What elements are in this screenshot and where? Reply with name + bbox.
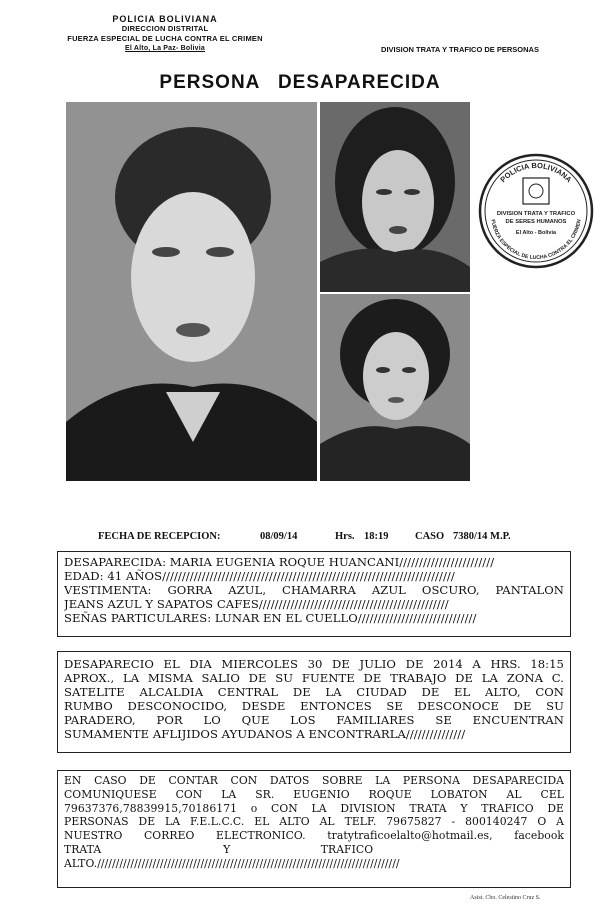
- narrative-box: [57, 651, 571, 753]
- contact-line: PERSONAS DE LA F.E.L.C.C. EL ALTO AL TELF. 79675827 - 800140247 O A: [64, 815, 564, 829]
- reception-case-label: CASO: [415, 531, 445, 542]
- contact-line: EN CASO DE CONTAR CON DATOS SOBRE LA PERSONA DESAPARECIDA: [64, 774, 564, 787]
- description-box: [57, 551, 571, 637]
- stamp-center-2: DE SERES HUMANOS: [505, 219, 567, 225]
- header-line-2: DIRECCION DISTRITAL: [121, 24, 209, 33]
- missing-name: DESAPARECIDA: MARIA EUGENIA ROQUE HUANCANI////////////////////////: [64, 555, 495, 569]
- official-stamp: [477, 152, 595, 270]
- main-photo: [66, 102, 317, 481]
- svg-text:POLICIA BOLIVIANA: [498, 161, 574, 185]
- svg-text:FUERZA ESPECIAL DE LUCHA CONTR: [489, 219, 582, 261]
- header-division: DIVISION TRATA Y TRAFICO DE PERSONAS: [381, 45, 539, 54]
- narrative-line: SUMAMENTE AFLIJIDOS AYUDANOS A ENCONTRARLA///////////////: [64, 727, 466, 741]
- missing-clothing: VESTIMENTA: GORRA AZUL, CHAMARRA AZUL OSCURO, PANTALON: [64, 583, 564, 597]
- stamp-center-1: DIVISION TRATA Y TRAFICO: [496, 211, 576, 217]
- page-title: PERSONA DESAPARECIDA: [159, 72, 441, 93]
- narrative-line: PARADERO, POR LO QUE LOS FAMILIARES SE ENCUENTRAN: [64, 713, 564, 727]
- contact-line: ALTO.//////////////////////////////////////////////////////////////////////////////////: [64, 856, 400, 870]
- narrative-line: SATELITE ALCALDIA CENTRAL DE LA CIUDAD DE EL ALTO, CON: [64, 685, 564, 699]
- reception-hrs-label: Hrs.: [335, 531, 355, 542]
- stamp-bottom-1: El Alto - Bolivia: [515, 230, 557, 236]
- stamp-top-text: POLICIA BOLIVIANA: [498, 160, 574, 185]
- missing-features: SEÑAS PARTICULARES: LUNAR EN EL CUELLO//////////////////////////////: [64, 611, 477, 625]
- header-line-1: POLICIA BOLIVIANA: [112, 14, 218, 24]
- contact-line: NUESTRO CORREO ELECTRONICO. tratytraficoelalto@hotmail.es, facebook: [64, 829, 564, 843]
- contact-line: COMUNIQUESE CON LA SR. EUGENIO ROQUE LOBATON AL CEL: [64, 787, 564, 801]
- narrative-line: APROX., LA MISMA SALIO DE SU FUENTE DE TRABAJO DE LA ZONA C.: [64, 671, 564, 685]
- reception-case: 7380/14 M.P.: [453, 531, 511, 542]
- reception-label: FECHA DE RECEPCION:: [98, 531, 221, 542]
- reception-date: 08/09/14: [260, 531, 298, 542]
- stamp-bottom-2: FUERZA ESPECIAL DE LUCHA CONTRA EL CRIMEN: [489, 218, 583, 262]
- signature: Asist. Cbo. Celestino Cruz S.: [470, 895, 541, 901]
- photo-bottom-right: [320, 294, 470, 481]
- contact-box: [57, 770, 571, 888]
- narrative-line: DESAPARECIO EL DIA MIERCOLES 30 DE JULIO DE 2014 A HRS. 18:15: [64, 657, 564, 671]
- photo-top-right: [320, 102, 470, 292]
- header-line-3: FUERZA ESPECIAL DE LUCHA CONTRA EL CRIMEN: [67, 34, 263, 43]
- narrative-line: RUMBO DESCONOCIDO, DESDE ENTONCES SE DESCONOCE DE SU: [64, 699, 564, 713]
- reception-hrs: 18:19: [364, 531, 389, 542]
- header-institution: [60, 14, 270, 54]
- missing-clothing-cont: JEANS AZUL Y SAPATOS CAFES////////////////////////////////////////////////: [64, 597, 449, 611]
- contact-line: 79637376,78839915,70186171 o CON LA DIVISION TRATA Y TRAFICO DE: [64, 801, 564, 815]
- missing-age: EDAD: 41 AÑOS//////////////////////////////////////////////////////////////////////////: [64, 569, 455, 583]
- header-line-4: El Alto, La Paz- Bolivia: [125, 45, 205, 52]
- contact-line: TRATA Y TRAFICO: [64, 842, 374, 856]
